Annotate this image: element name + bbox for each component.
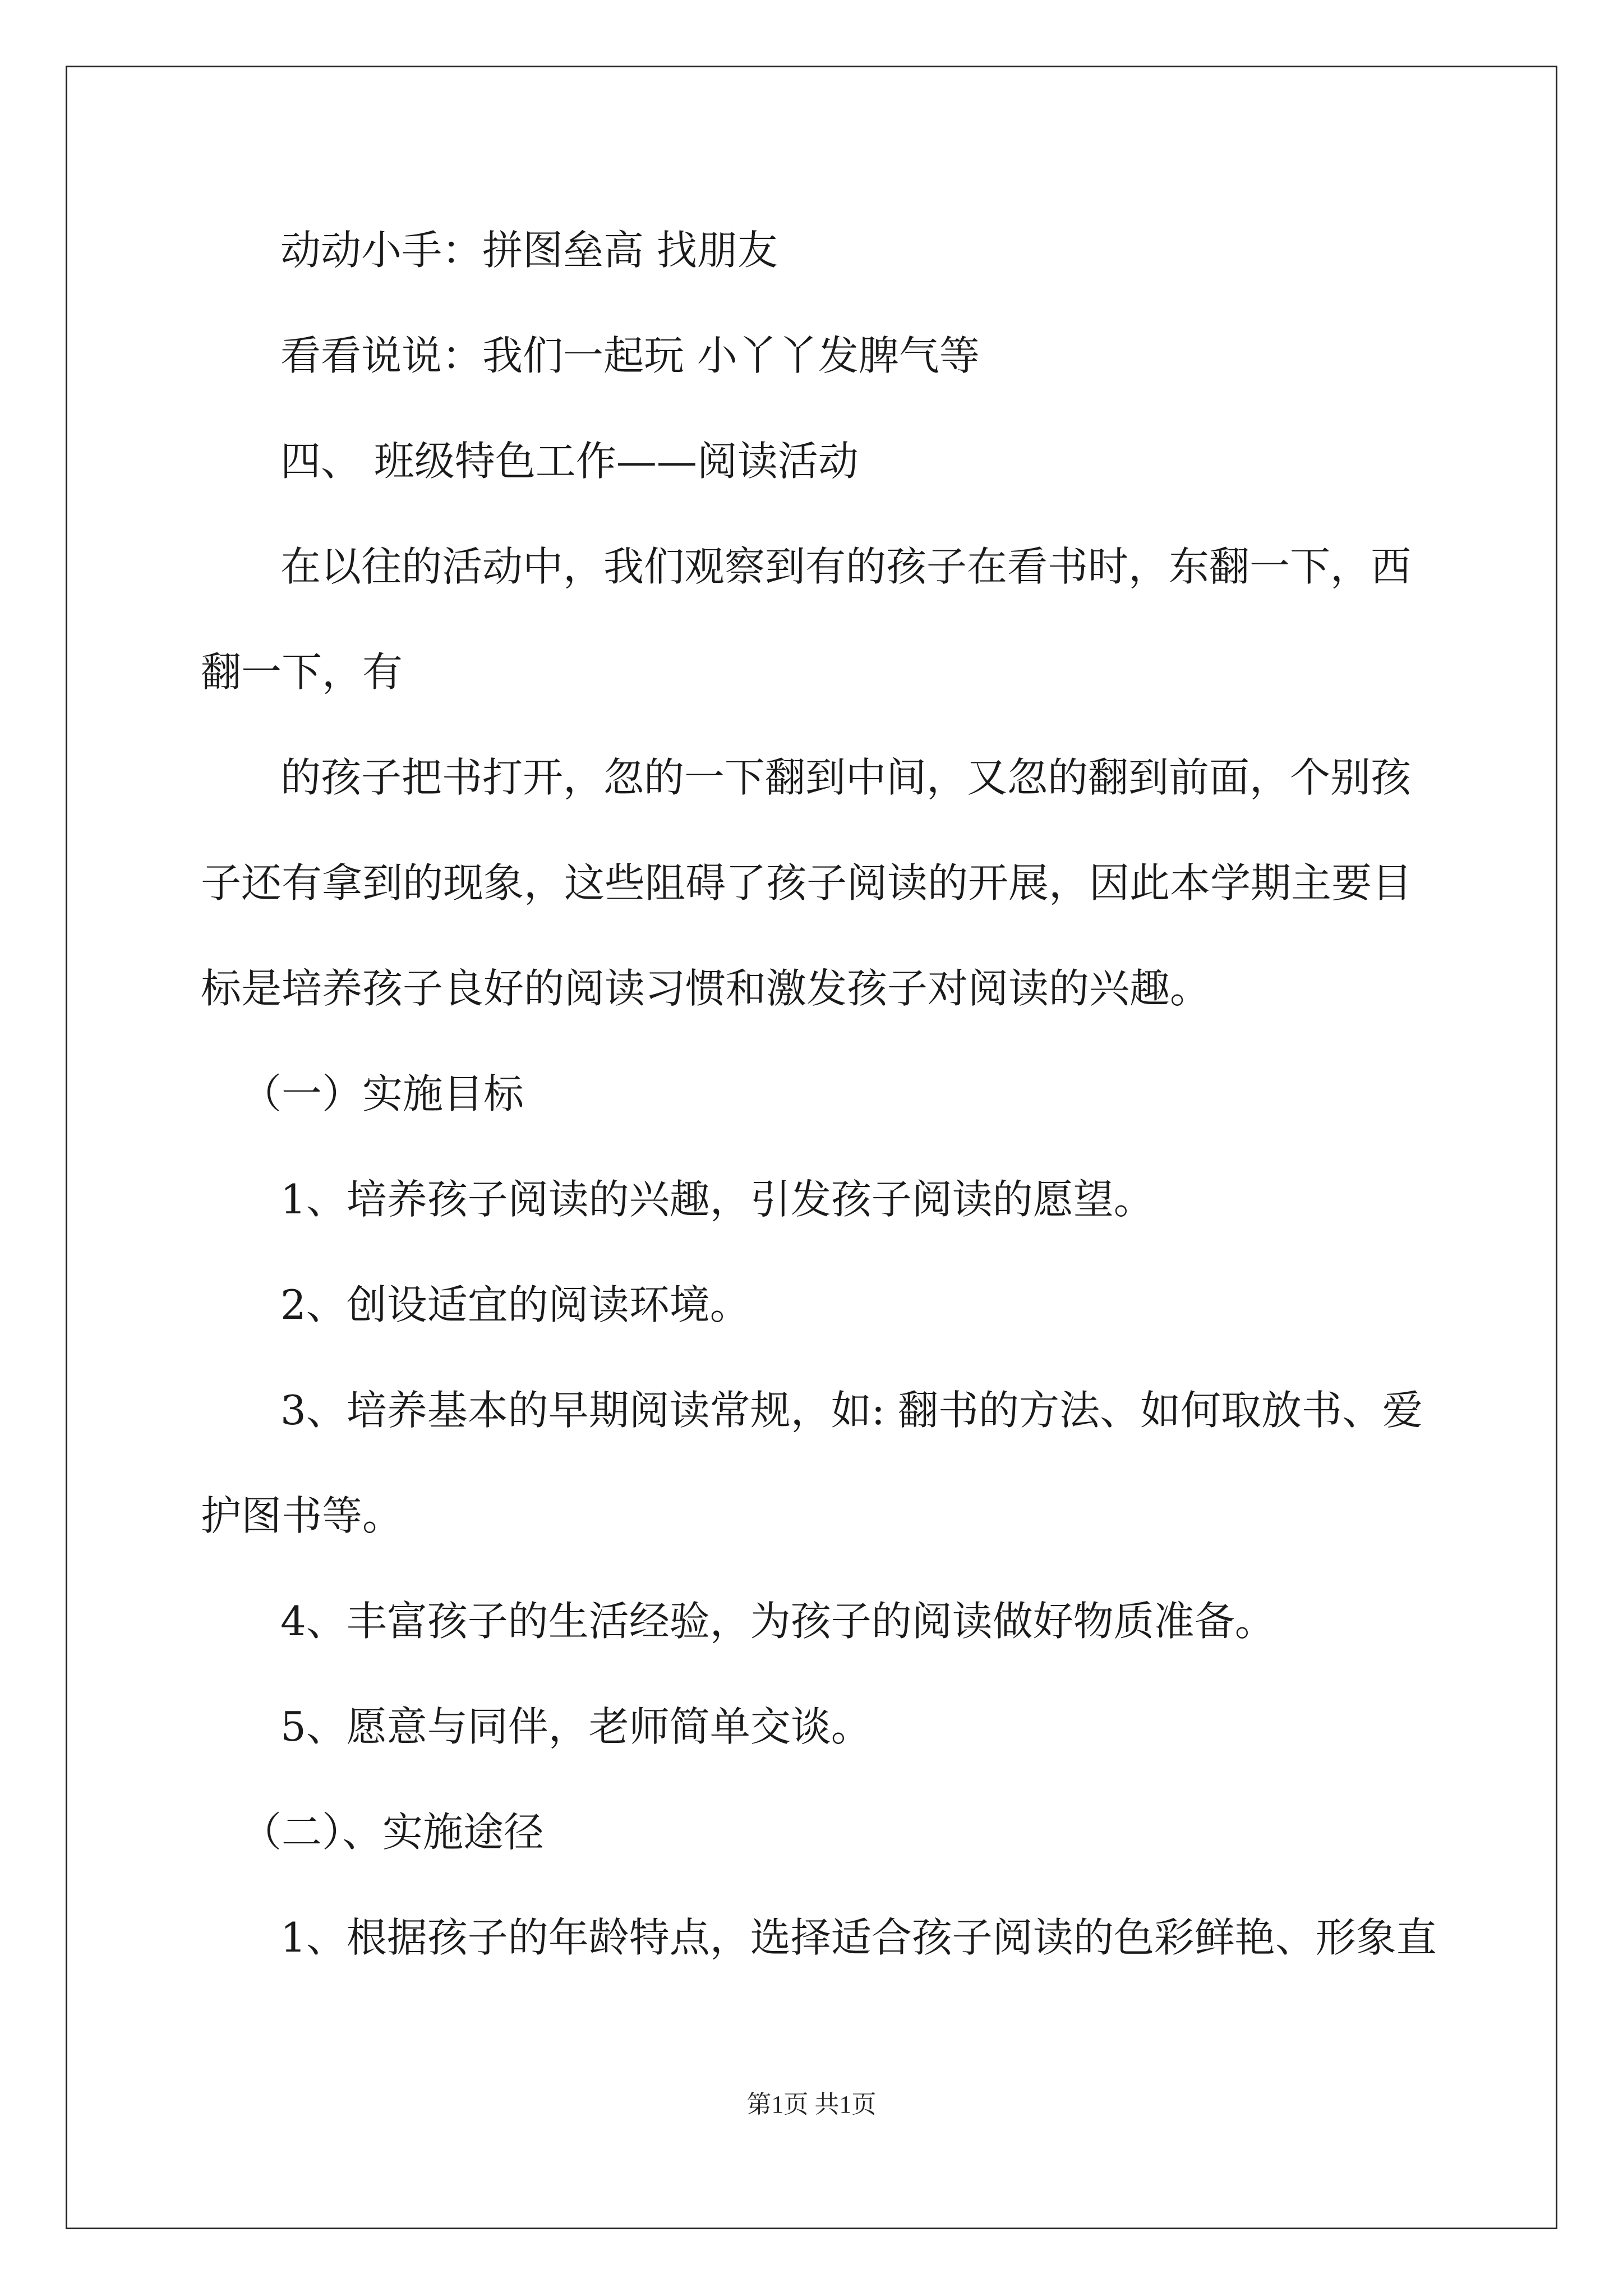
goal-item-4: 4、丰富孩子的生活经验，为孩子的阅读做好物质准备。 [280, 1598, 1275, 1645]
goal-item-3-continued: 护图书等。 [201, 1492, 403, 1539]
paragraph-line-3: 的孩子把书打开，忽的一下翻到中间，又忽的翻到前面，个别孩 [280, 754, 1412, 801]
subheading-goals: （一）实施目标 [241, 1070, 524, 1117]
approach-item-1: 1、根据孩子的年龄特点，选择适合孩子阅读的色彩鲜艳、形象直 [280, 1914, 1437, 1961]
paragraph-line-4: 子还有拿到的现象，这些阻碍了孩子阅读的开展，因此本学期主要目 [201, 859, 1413, 907]
subheading-approach: （二）、实施途径 [241, 1809, 545, 1856]
page-footer: 第1页 共1页 [746, 2091, 877, 2118]
paragraph-line-2: 翻一下，有 [201, 648, 403, 696]
goal-item-5: 5、愿意与同伴，老师简单交谈。 [280, 1703, 872, 1750]
paragraph-line-5: 标是培养孩子良好的阅读习惯和激发孩子对阅读的兴趣。 [201, 965, 1211, 1012]
goal-item-1: 1、培养孩子阅读的兴趣，引发孩子阅读的愿望。 [280, 1176, 1154, 1223]
goal-item-2: 2、创设适宜的阅读环境。 [280, 1281, 750, 1328]
section-heading-4: 四、 班级特色工作——阅读活动 [280, 438, 859, 485]
goal-item-3: 3、培养基本的早期阅读常规，如: 翻书的方法、如何取放书、爱 [280, 1387, 1423, 1434]
page-border [66, 66, 1557, 2229]
text-line-1: 动动小手：拼图垒高 找朋友 [280, 227, 778, 274]
paragraph-line-1: 在以往的活动中，我们观察到有的孩子在看书时，东翻一下，西 [280, 543, 1412, 590]
text-line-2: 看看说说：我们一起玩 小丫丫发脾气等 [280, 332, 980, 379]
